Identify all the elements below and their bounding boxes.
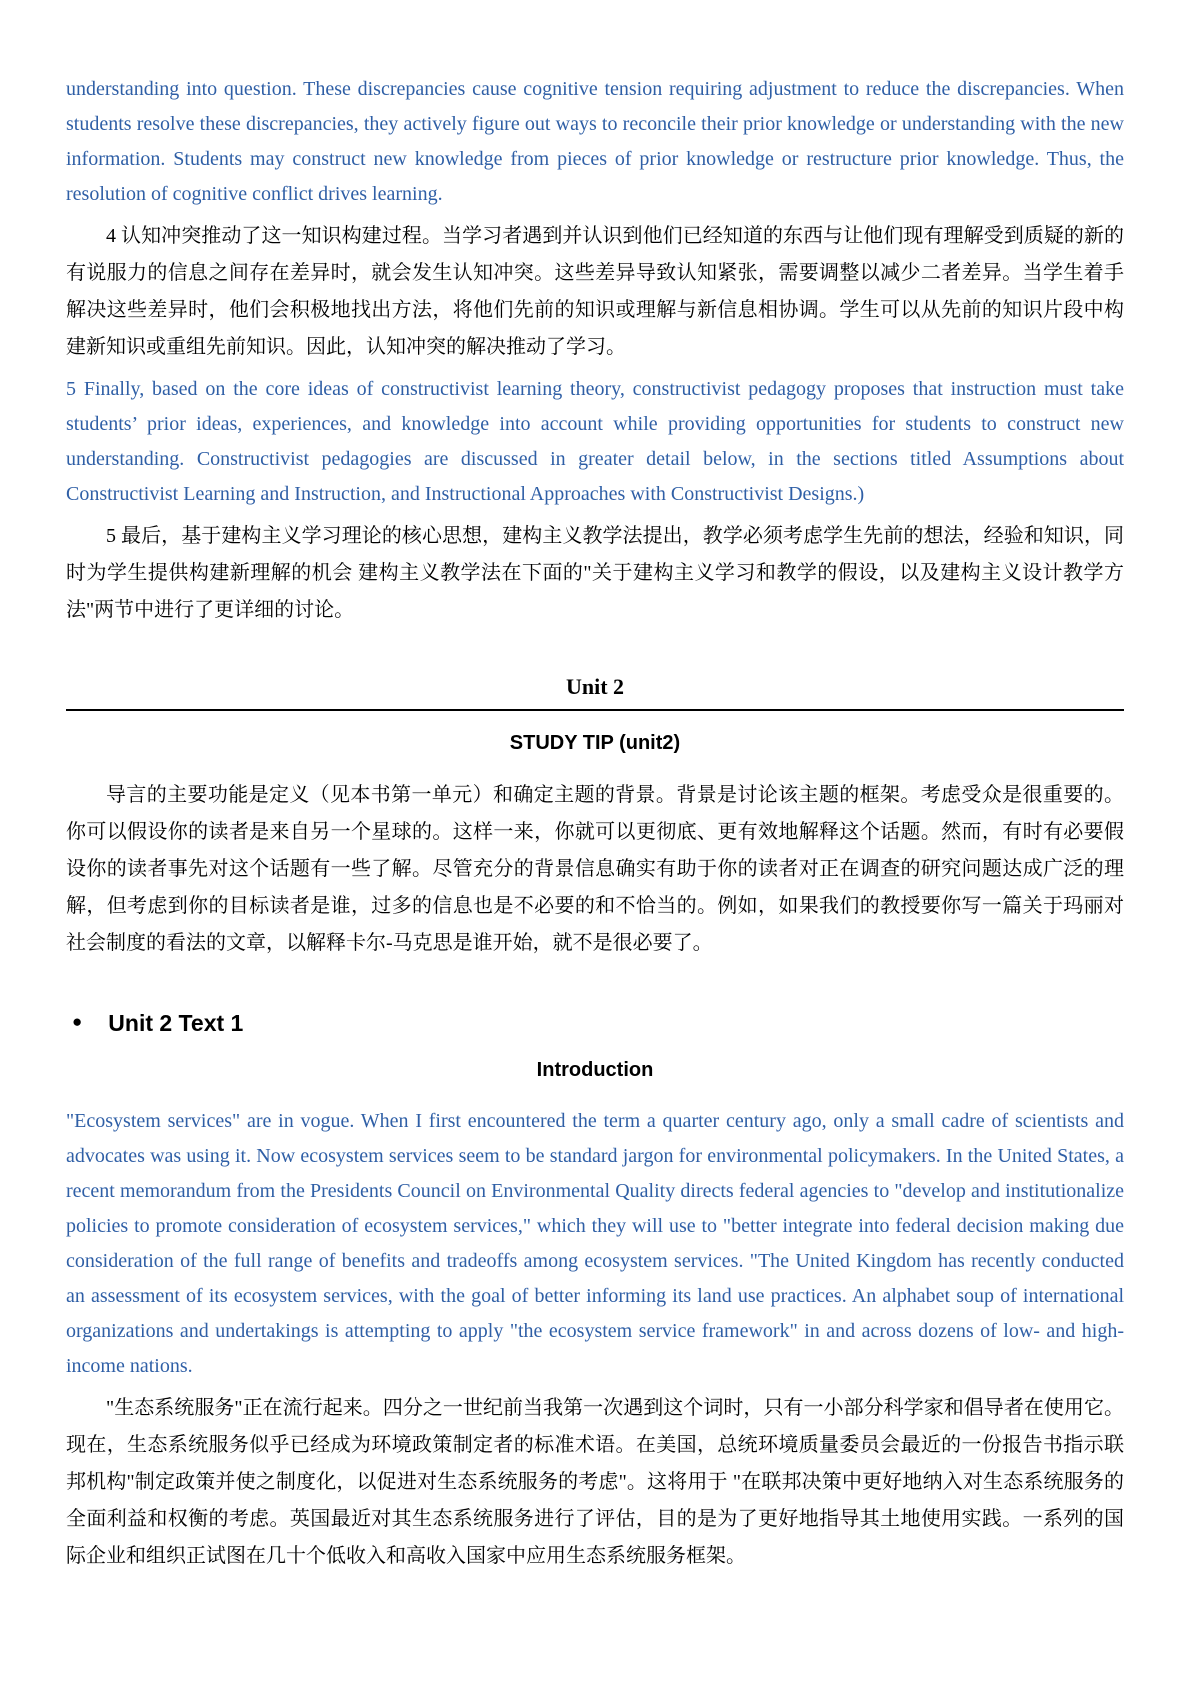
paragraph-english-finally: 5 Finally, based on the core ideas of constructivist learning theory, constructivist pedagogy proposes that instruction must take students’ prior ideas, experiences, and knowledge into account while providing opportunities for students to construct new understanding. Constructivist pedagogies are discussed in greater detail below, in the sections titled Assumptions about Constructivist Learning and Instruction, and Instructional Approaches with Constructivist Designs.): [66, 378, 1124, 505]
paragraph-chinese-ecosystem-services: "生态系统服务"正在流行起来。四分之一世纪前当我第一次遇到这个词时，只有一小部分科学家和倡导者在使用它。现在，生态系统服务似乎已经成为环境政策制定者的标准术语。在美国，总统环境质量委员会最近的一份报告书指示联邦机构"制定政策并使之制度化，以促进对生态系统服务的考虑"。这将用于 "在联邦决策中更好地纳入对生态系统服务的全面利益和权衡的考虑。英国最近对其生态系统服务进行了评估，目的是为了更好地指导其土地使用实践。一系列的国际企业和组织正试图在几十个低收入和高收入国家中应用生态系统服务框架。: [66, 1397, 1124, 1568]
paragraph-chinese-finally: 5 最后，基于建构主义学习理论的核心思想，建构主义教学法提出，教学必须考虑学生先前的想法，经验和知识，同时为学生提供构建新理解的机会 建构主义教学法在下面的"关于建构主义学习和教学的假设，以及建构主义设计教学方法"两节中进行了更详细的讨论。: [66, 525, 1124, 621]
unit2-heading: Unit 2: [66, 673, 1124, 711]
introduction-heading: Introduction: [536, 1059, 654, 1082]
unit2-text1-heading: [66, 1008, 1124, 1038]
paragraph-english-cognitive-conflict-continuation: understanding into question. These discrepancies cause cognitive tension requiring adjustment to reduce the discrepancies. When students resolve these discrepancies, they actively figure out ways to reconcile their prior knowledge or understanding with the new information. Students may construct new knowledge from pieces of prior knowledge or restructure prior knowledge. Thus, the resolution of cognitive conflict drives learning.: [66, 78, 1124, 205]
paragraph-chinese-cognitive-conflict: 4 认知冲突推动了这一知识构建过程。当学习者遇到并认识到他们已经知道的东西与让他们现有理解受到质疑的新的有说服力的信息之间存在差异时，就会发生认知冲突。这些差异导致认知紧张，需要调整以减少二者差异。当学生着手解决这些差异时，他们会积极地找出方法，将他们先前的知识或理解与新信息相协调。学生可以从先前的知识片段中构建新知识或重组先前知识。因此，认知冲突的解决推动了学习。: [66, 225, 1124, 358]
study-tip-heading: STUDY TIP (unit2): [509, 732, 681, 755]
bullet-icon: ●: [72, 1012, 83, 1032]
unit2-text1-label: Unit 2 Text 1: [108, 1010, 244, 1037]
paragraph-chinese-study-tip: 导言的主要功能是定义（见本书第一单元）和确定主题的背景。背景是讨论该主题的框架。考虑受众是很重要的。你可以假设你的读者是来自另一个星球的。这样一来，你就可以更彻底、更有效地解释这个话题。然而，有时有必要假设你的读者事先对这个话题有一些了解。尽管充分的背景信息确实有助于你的读者对正在调查的研究问题达成广泛的理解，但考虑到你的目标读者是谁，过多的信息也是不必要的和不恰当的。例如，如果我们的教授要你写一篇关于玛丽对社会制度的看法的文章，以解释卡尔-马克思是谁开始，就不是很必要了。: [66, 784, 1124, 955]
paragraph-english-ecosystem-services: "Ecosystem services" are in vogue. When I first encountered the term a quarter century ago, only a small cadre of scientists and advocates was using it. Now ecosystem services seem to be standard jargon for environmental policymakers. In the United States, a recent memorandum from the Presidents Council on Environmental Quality directs federal agencies to "develop and institutionalize policies to promote consideration of ecosystem services," which they will use to "better integrate into federal decision making due consideration of the full range of benefits and tradeoffs among ecosystem services. "The United Kingdom has recently conducted an assessment of its ecosystem services, with the goal of better informing its land use practices. An alphabet soup of international organizations and undertakings is attempting to apply "the ecosystem service framework" in and across dozens of low- and high-income nations.: [66, 1110, 1124, 1378]
